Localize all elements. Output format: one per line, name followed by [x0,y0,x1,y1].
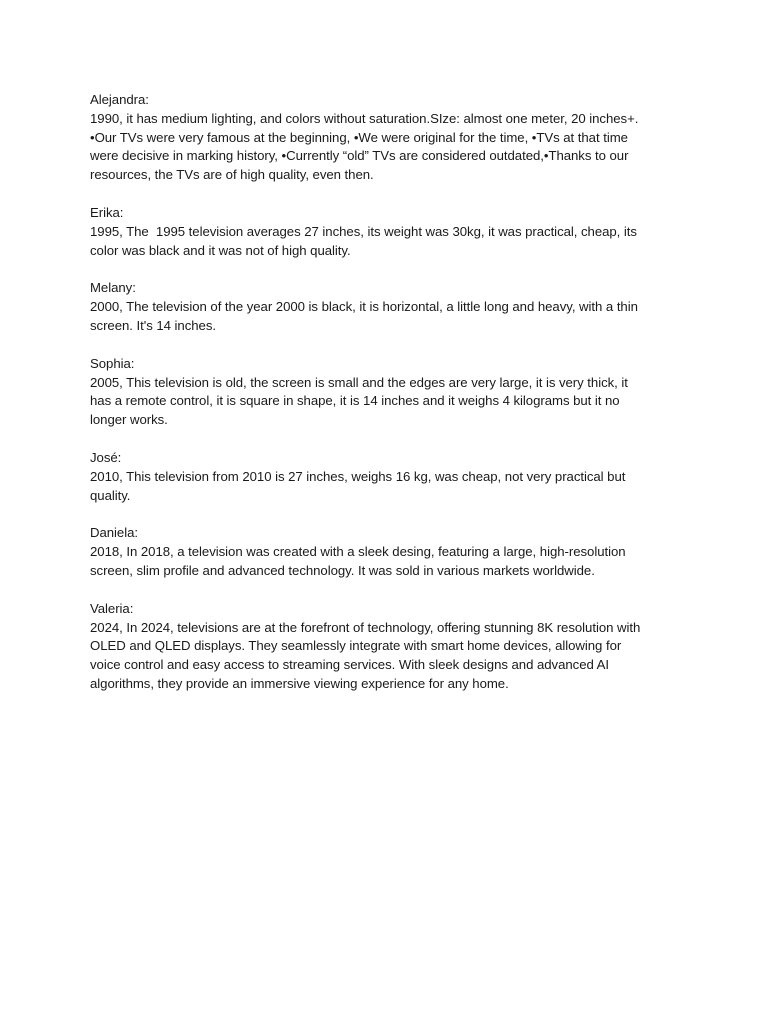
entry-line: screen, slim profile and advanced technology. It was sold in various markets worldwide. [90,562,595,578]
entry-alejandra [90,91,682,185]
entry-line: •Our TVs were very famous at the beginning, •We were original for the time, •TVs at that time [90,129,628,145]
entry-author: Melany: [90,280,136,296]
entry-line: 2024, In 2024, televisions are at the forefront of technology, offering stunning 8K resolution with [90,619,641,635]
entry-author: Daniela: [90,525,138,541]
entry-line: 1990, it has medium lighting, and colors without saturation.SIze: almost one meter, 20 inches+. [90,110,639,126]
entry-line: 1995, The 1995 television averages 27 inches, its weight was 30kg, it was practical, cheap, its [90,223,637,239]
entry-line: screen. It's 14 inches. [90,317,216,333]
entry-line: voice control and easy access to streaming services. With sleek designs and advanced AI [90,657,610,673]
entry-sophia [90,355,682,430]
entry-author: Alejandra: [90,92,149,107]
entry-author: Sophia: [90,355,135,371]
entry-line: were decisive in marking history, •Currently “old” TVs are considered outdated,•Thanks to our [90,148,629,164]
entry-line: algorithms, they provide an immersive viewing experience for any home. [90,675,509,691]
entry-line: 2018, In 2018, a television was created with a sleek desing, featuring a large, high-resolution [90,544,626,560]
entry-author: Valeria: [90,600,134,616]
entry-valeria [90,600,682,694]
entry-line: quality. [90,487,131,503]
entry-line: 2010, This television from 2010 is 27 inches, weighs 16 kg, was cheap, not very practical but [90,468,626,484]
entry-jose [90,449,682,505]
entry-daniela [90,524,682,580]
entry-melany [90,279,682,335]
entry-author: José: [90,449,122,465]
entry-line: 2005, This television is old, the screen is small and the edges are very large, it is very thick, it [90,374,628,390]
document-body [90,91,682,713]
entry-line: resources, the TVs are of high quality, even then. [90,167,374,183]
entry-line: longer works. [90,412,168,428]
entry-erika [90,204,682,260]
entry-line: has a remote control, it is square in shape, it is 14 inches and it weighs 4 kilograms but it no [90,393,620,409]
entry-line: OLED and QLED displays. They seamlessly integrate with smart home devices, allowing for [90,638,622,654]
entry-line: color was black and it was not of high quality. [90,242,351,258]
entry-line: 2000, The television of the year 2000 is black, it is horizontal, a little long and heavy, with a thin [90,299,638,315]
entry-author: Erika: [90,204,124,220]
